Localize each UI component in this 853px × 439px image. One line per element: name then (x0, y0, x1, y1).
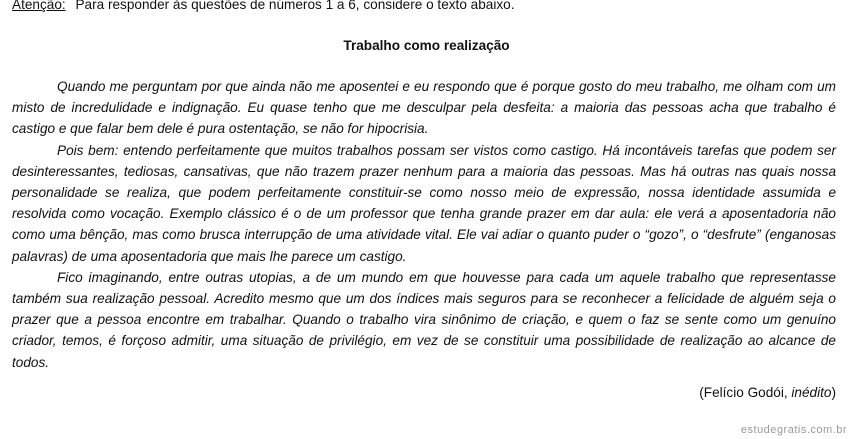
notice-label: Atenção: (12, 0, 66, 12)
text-title: Trabalho como realização (343, 38, 510, 53)
notice-text: Para responder às questões de números 1 a 6, considere o texto abaixo. (75, 0, 515, 12)
site-watermark: estudegratis.com.br (740, 424, 847, 436)
text-body (12, 76, 836, 373)
source-author: (Felício Godói, (699, 385, 792, 400)
paragraph-3: Fico imaginando, entre outras utopias, a de um mundo em que houvesse para cada um aquele trabalho que representasse também sua realização pessoal. Acredito mesmo que um dos índices mais seguros para se reconhecer a felicidade de alguém seja o prazer que a pessoa encontre em trabalhar. Quando o trabalho vira sinônimo de criação, e quem o faz se sente como um genuíno criador, temos, é forçoso admitir, uma situação de privilégio, em vez de se constituir uma possibilidade de realização ao alcance de todos. (12, 269, 836, 370)
paragraph-2: Pois bem: entendo perfeitamente que muitos trabalhos possam ser vistos como castigo. Há incontáveis tarefas que podem ser desinteressantes, tediosas, cansativas, que não trazem prazer nenhum para a maioria das pessoas. Mas há outras nas quais nossa personalidade se realiza, que podem perfeitamente constituir-se como nosso meio de expressão, nossa identidade assumida e resolvida como vocação. Exemplo clássico é o de um professor que tenha grande prazer em dar aula: ele verá a aposentadoria não como uma bênção, mas como brusca interrupção de uma atividade vital. Ele vai adiar o quanto puder o “gozo”, o “desfrute” (enganosas palavras) de uma aposentadoria que mais lhe parece um castigo. (12, 142, 836, 264)
instruction-notice (12, 0, 515, 12)
paragraph-1: Quando me perguntam por que ainda não me aposentei e eu respondo que é porque gosto do meu trabalho, me olham com um misto de incredulidade e indignação. Eu quase tenho que me desculpar pela desfeita: a maioria das pessoas acha que trabalho é castigo e que falar bem dele é pura ostentação, se não for hipocrisia. (12, 79, 836, 137)
source-close: ) (831, 385, 836, 400)
source-work: inédito (791, 385, 832, 400)
source-citation (699, 385, 836, 400)
